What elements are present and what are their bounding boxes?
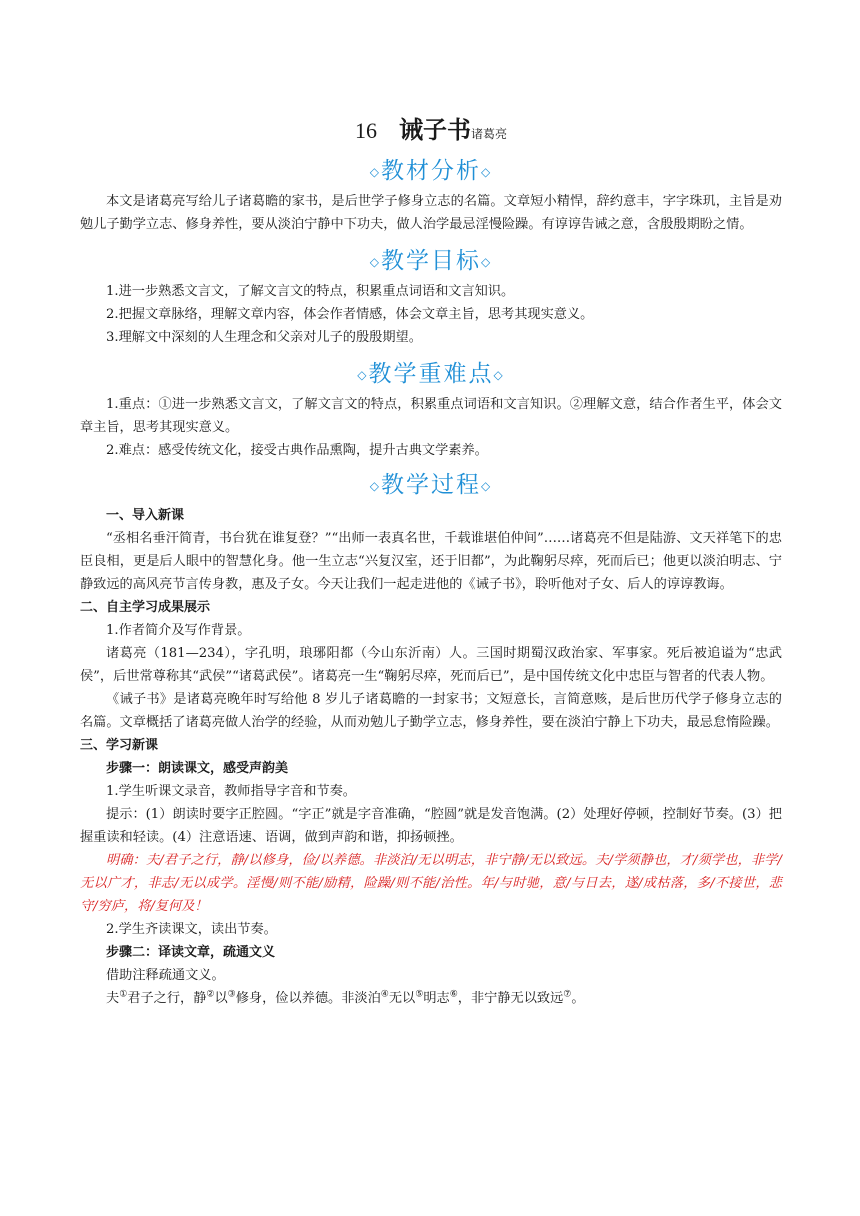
- answer-paragraph: 明确：夫/君子之行，静/以修身，俭/以养德。非淡泊/无以明志，非宁静/无以致远。夫/学须静也，才/须学也，非学/无以广才，非志/无以成学。淫慢/则不能/励精，险躁/则不能/治性。年/与时驰，意/与日去，遂/成枯落，多/不接世，悲守/穷庐，将/复何及！: [80, 853, 782, 914]
- step-item: 2.学生齐读课文，读出节奏。: [106, 922, 277, 937]
- intro-paragraph: “丞相名垂汗简青，书台犹在谁复登？”“出师一表真名世，千载谁堪伯仲间”……诸葛亮不但是陆游、文天祥笔下的忠臣良相，更是后人眼中的智慧化身。他一生立志“兴复汉室，还于旧都”，为此鞠躬尽瘁，死而后已；他更以淡泊明志、宁静致远的高风亮节言传身教，惠及子女。今天让我们一起走进他的《诫子书》，聆听他对子女、后人的谆谆教诲。: [80, 531, 782, 592]
- step-heading: 步骤二：译读文章，疏通文义: [106, 945, 276, 960]
- lesson-title: [80, 112, 782, 148]
- background-paragraph: 《诫子书》是诸葛亮晚年时写给他 8 岁儿子诸葛瞻的一封家书；文短意长，言简意赅，是后世历代学子修身立志的名篇。文章概括了诸葛亮做人治学的经验，从而劝勉儿子勤学立志，修身养性，要在淡泊宁静上下功夫，最忌怠惰险躁。: [80, 692, 782, 730]
- sub-item: 1.作者简介及写作背景。: [106, 623, 251, 638]
- key-point-item: 2.难点：感受传统文化，接受古典作品熏陶，提升古典文学素养。: [106, 443, 488, 458]
- section-heading-key-points: ◇教学重难点◇: [80, 355, 782, 393]
- section-heading-process: ◇教学过程◇: [80, 466, 782, 504]
- source-text-line: 夫①君子之行，静②以③修身，俭以养德。非淡泊④无以⑤明志⑥，非宁静无以致远⑦。: [106, 989, 585, 1006]
- document-page: [80, 112, 782, 1010]
- section-heading-goals: ◇教学目标◇: [80, 242, 782, 280]
- diamond-icon: ◇: [481, 478, 493, 493]
- part-heading: 二、自主学习成果展示: [80, 600, 211, 615]
- diamond-icon: ◇: [369, 478, 381, 493]
- diamond-icon: ◇: [493, 367, 505, 382]
- step-item: 1.学生听课文录音，教师指导字音和节奏。: [106, 784, 356, 799]
- diamond-icon: ◇: [481, 164, 493, 179]
- part-heading: 三、学习新课: [80, 738, 159, 753]
- goal-item: 2.把握文章脉络，理解文章内容，体会作者情感，体会文章主旨，思考其现实意义。: [106, 307, 594, 322]
- part-heading: 一、导入新课: [106, 508, 185, 523]
- analysis-paragraph: 本文是诸葛亮写给儿子诸葛瞻的家书，是后世学子修身立志的名篇。文章短小精悍，辞约意丰，字字珠玑，主旨是劝勉儿子勤学立志、修身养性，要从淡泊宁静中下功夫，做人治学最忌淫慢险躁。有谆谆告诫之意，含殷殷期盼之情。: [80, 194, 782, 232]
- goal-item: 3.理解文中深刻的人生理念和父亲对儿子的殷殷期望。: [106, 330, 422, 345]
- key-point-item: 1.重点：①进一步熟悉文言文，了解文言文的特点，积累重点词语和文言知识。②理解文意，结合作者生平，体会文章主旨，思考其现实意义。: [80, 397, 782, 435]
- lesson-name: 诫子书: [398, 116, 471, 144]
- diamond-icon: ◇: [357, 367, 369, 382]
- step-item: 借助注释疏通文义。: [106, 968, 225, 983]
- goal-item: 1.进一步熟悉文言文，了解文言文的特点，积累重点词语和文言知识。: [106, 284, 515, 299]
- diamond-icon: ◇: [369, 164, 381, 179]
- step-heading: 步骤一：朗读课文，感受声韵美: [106, 761, 289, 776]
- lesson-author: 诸葛亮: [470, 127, 507, 141]
- tip-paragraph: 提示：(1）朗读时要字正腔圆。“字正”就是字音准确，“腔圆”就是发音饱满。(2）处理好停顿，控制好节奏。(3）把握重读和轻读。(4）注意语速、语调，做到声韵和谐，抑扬顿挫。: [80, 807, 782, 845]
- diamond-icon: ◇: [369, 254, 381, 269]
- diamond-icon: ◇: [481, 254, 493, 269]
- author-paragraph: 诸葛亮（181—234），字孔明，琅琊阳都（今山东沂南）人。三国时期蜀汉政治家、军事家。死后被追谥为“忠武侯”，后世常尊称其“武侯”“诸葛武侯”。诸葛亮一生“鞠躬尽瘁，死而后已”，是中国传统文化中忠臣与智者的代表人物。: [80, 646, 782, 684]
- lesson-number: 16: [354, 118, 377, 143]
- section-heading-analysis: ◇教材分析◇: [80, 152, 782, 190]
